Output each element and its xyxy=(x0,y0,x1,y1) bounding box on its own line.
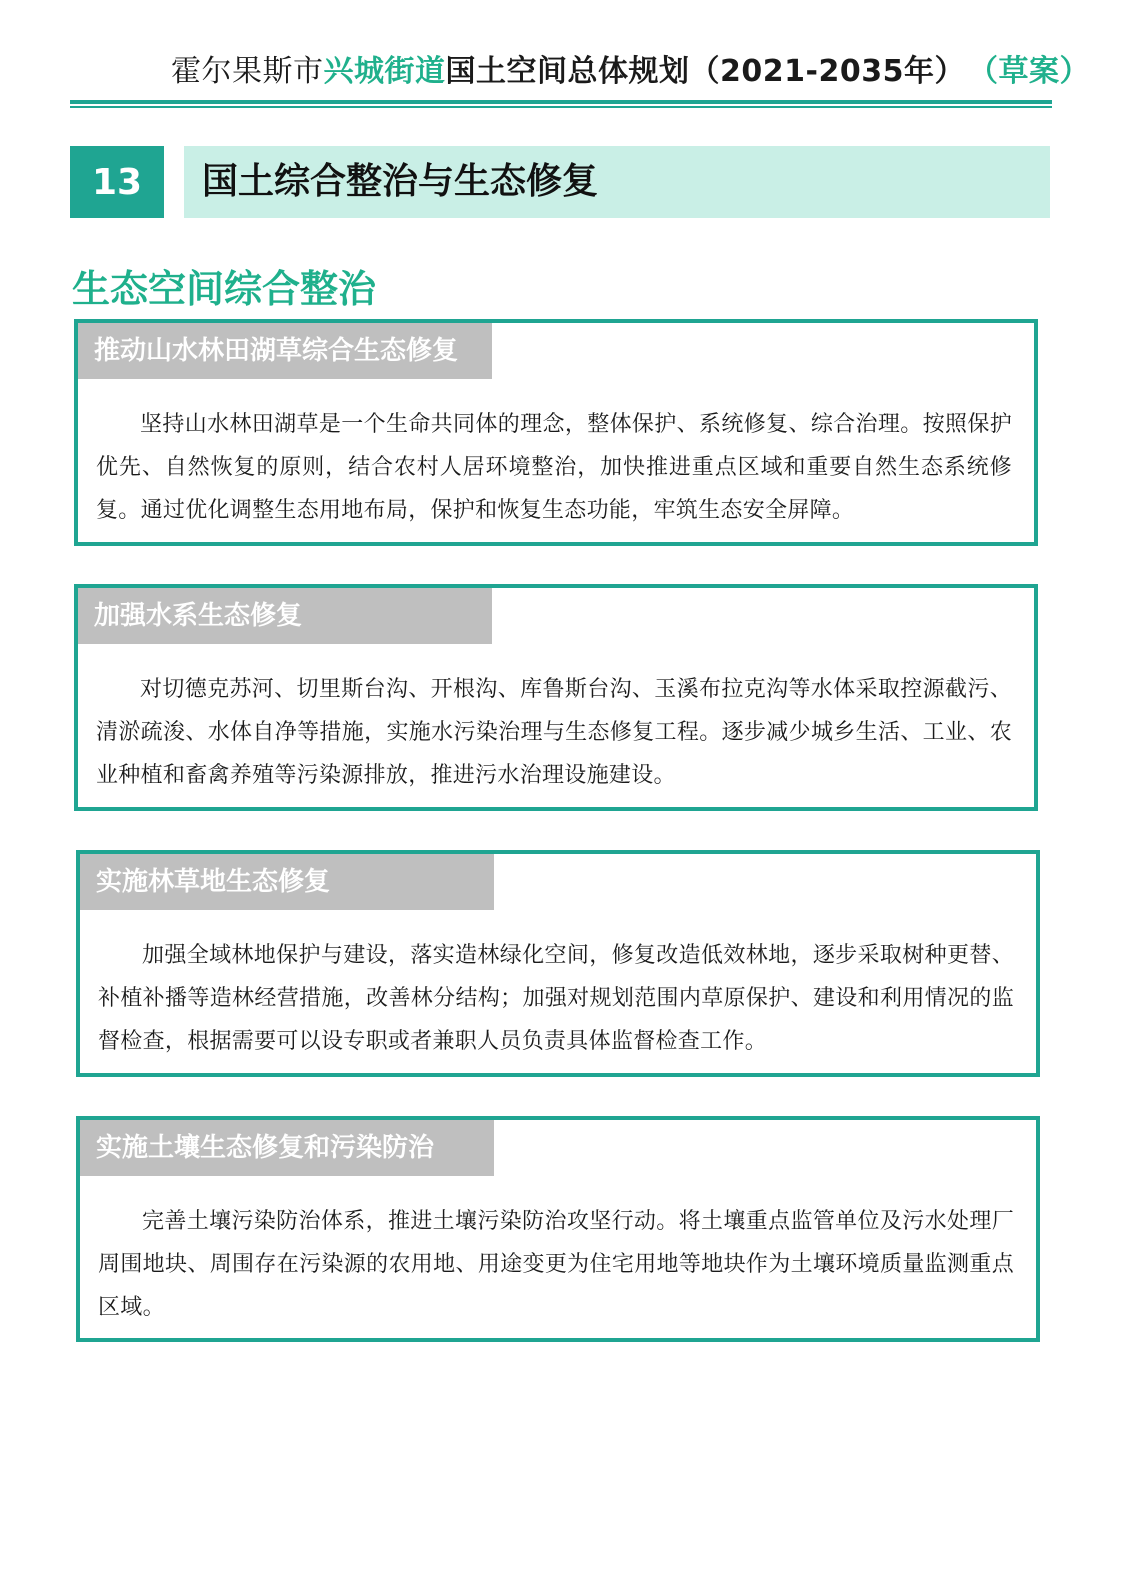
chapter-title: 国土综合整治与生态修复 xyxy=(202,161,599,202)
card-label: 推动山水林田湖草综合生态修复 xyxy=(78,323,492,379)
header-rule-thin xyxy=(70,106,1052,108)
header-draft-label: （草案） xyxy=(983,54,1090,89)
content-card xyxy=(76,850,1040,1077)
header-subdistrict: 兴城街道 xyxy=(323,54,446,89)
card-label: 实施林草地生态修复 xyxy=(80,854,494,910)
header-rule-thick xyxy=(70,100,1052,104)
card-body-text: 对切德克苏河、切里斯台沟、开根沟、库鲁斯台沟、玉溪布拉克沟等水体采取控源截污、清淤疏浚、水体自净等措施，实施水污染治理与生态修复工程。逐步减少城乡生活、工业、农业种植和畜禽养殖等污染源排放，推进污水治理设施建设。 xyxy=(96,677,1012,788)
card-body-text: 完善土壤污染防治体系，推进土壤污染防治攻坚行动。将土壤重点监管单位及污水处理厂周围地块、周围存在污染源的农用地、用途变更为住宅用地等地块作为土壤环境质量监测重点区域。 xyxy=(98,1209,1014,1320)
card-body-text: 坚持山水林田湖草是一个生命共同体的理念，整体保护、系统修复、综合治理。按照保护优先、自然恢复的原则，结合农村人居环境整治，加快推进重点区域和重要自然生态系统修复。通过优化调整生态用地布局，保护和恢复生态功能，牢筑生态安全屏障。 xyxy=(96,412,1012,523)
header-plan-title: 国土空间总体规划（2021-2035年） xyxy=(445,54,965,89)
header-city: 霍尔果斯市 xyxy=(171,54,324,89)
card-body-text: 加强全域林地保护与建设，落实造林绿化空间，修复改造低效林地，逐步采取树种更替、补植补播等造林经营措施，改善林分结构；加强对规划范围内草原保护、建设和利用情况的监督检查，根据需要可以设专职或者兼职人员负责具体监督检查工作。 xyxy=(98,943,1014,1054)
section-title: 生态空间综合整治 xyxy=(72,267,377,311)
content-card xyxy=(74,319,1038,546)
document-header-title xyxy=(0,46,1090,90)
card-label: 加强水系生态修复 xyxy=(78,588,492,644)
content-card xyxy=(76,1116,1040,1342)
card-label: 实施土壤生态修复和污染防治 xyxy=(80,1120,494,1176)
content-card xyxy=(74,584,1038,811)
chapter-number-badge: 13 xyxy=(70,146,164,218)
